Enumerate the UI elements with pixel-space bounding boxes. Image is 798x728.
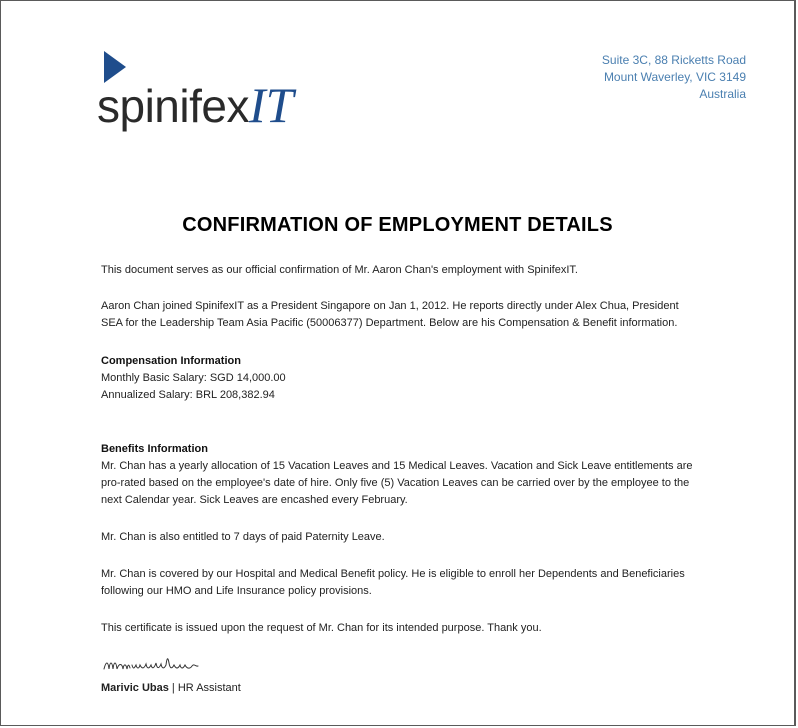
benefits-section (101, 441, 701, 509)
leaves-text: Mr. Chan has a yearly allocation of 15 Vacation Leaves and 15 Medical Leaves. Vacation and Sick Leave entitlements are pro-rated based on the employee's date of hire. Only five (5) Vacation Leaves can be carried over by the employee to the next Calendar year. Sick Leaves are encashed every February. (101, 460, 693, 506)
benefits-heading: Benefits Information (101, 443, 208, 455)
signer-role: HR Assistant (177, 682, 241, 694)
compensation-heading: Compensation Information (101, 355, 241, 367)
logo-wordmark (97, 77, 293, 134)
company-address (602, 52, 746, 103)
signer-line (101, 681, 241, 696)
document-title: CONFIRMATION OF EMPLOYMENT DETAILS (182, 214, 613, 236)
signer-separator: | (168, 682, 178, 694)
signer-name: Marivic Ubas (101, 682, 169, 694)
logo-accent-text: IT (248, 77, 294, 133)
medical-text: Mr. Chan is covered by our Hospital and Medical Benefit policy. He is eligible to enroll her Dependents and Beneficiaries following our HMO and Life Insurance policy provisions. (101, 568, 685, 597)
address-line: Mount Waverley, VIC 3149 (603, 70, 746, 84)
company-logo (97, 49, 317, 135)
join-paragraph (101, 298, 701, 332)
paternity-paragraph (101, 529, 701, 546)
address-line: Suite 3C, 88 Ricketts Road (601, 53, 746, 67)
paternity-text: Mr. Chan is also entitled to 7 days of paid Paternity Leave. (101, 531, 385, 543)
handwritten-signature (102, 653, 202, 675)
medical-paragraph (101, 566, 701, 600)
closing-paragraph (101, 620, 701, 637)
join-text: Aaron Chan joined SpinifexIT as a President Singapore on Jan 1, 2012. He reports directly under Alex Chua, President SEA for the Leadership Team Asia Pacific (50006377) Department. Below are his Compensation & Benefit information. (101, 300, 679, 329)
monthly-salary: Monthly Basic Salary: SGD 14,000.00 (101, 372, 286, 384)
intro-paragraph (101, 262, 701, 279)
closing-text: This certificate is issued upon the request of Mr. Chan for its intended purpose. Thank you. (101, 622, 542, 634)
address-line: Australia (699, 87, 746, 101)
intro-text: This document serves as our official confirmation of Mr. Aaron Chan's employment with SpinifexIT. (101, 264, 578, 276)
annual-salary: Annualized Salary: BRL 208,382.94 (101, 389, 275, 401)
compensation-section (101, 353, 701, 404)
logo-main-text: spinifex (97, 80, 249, 132)
